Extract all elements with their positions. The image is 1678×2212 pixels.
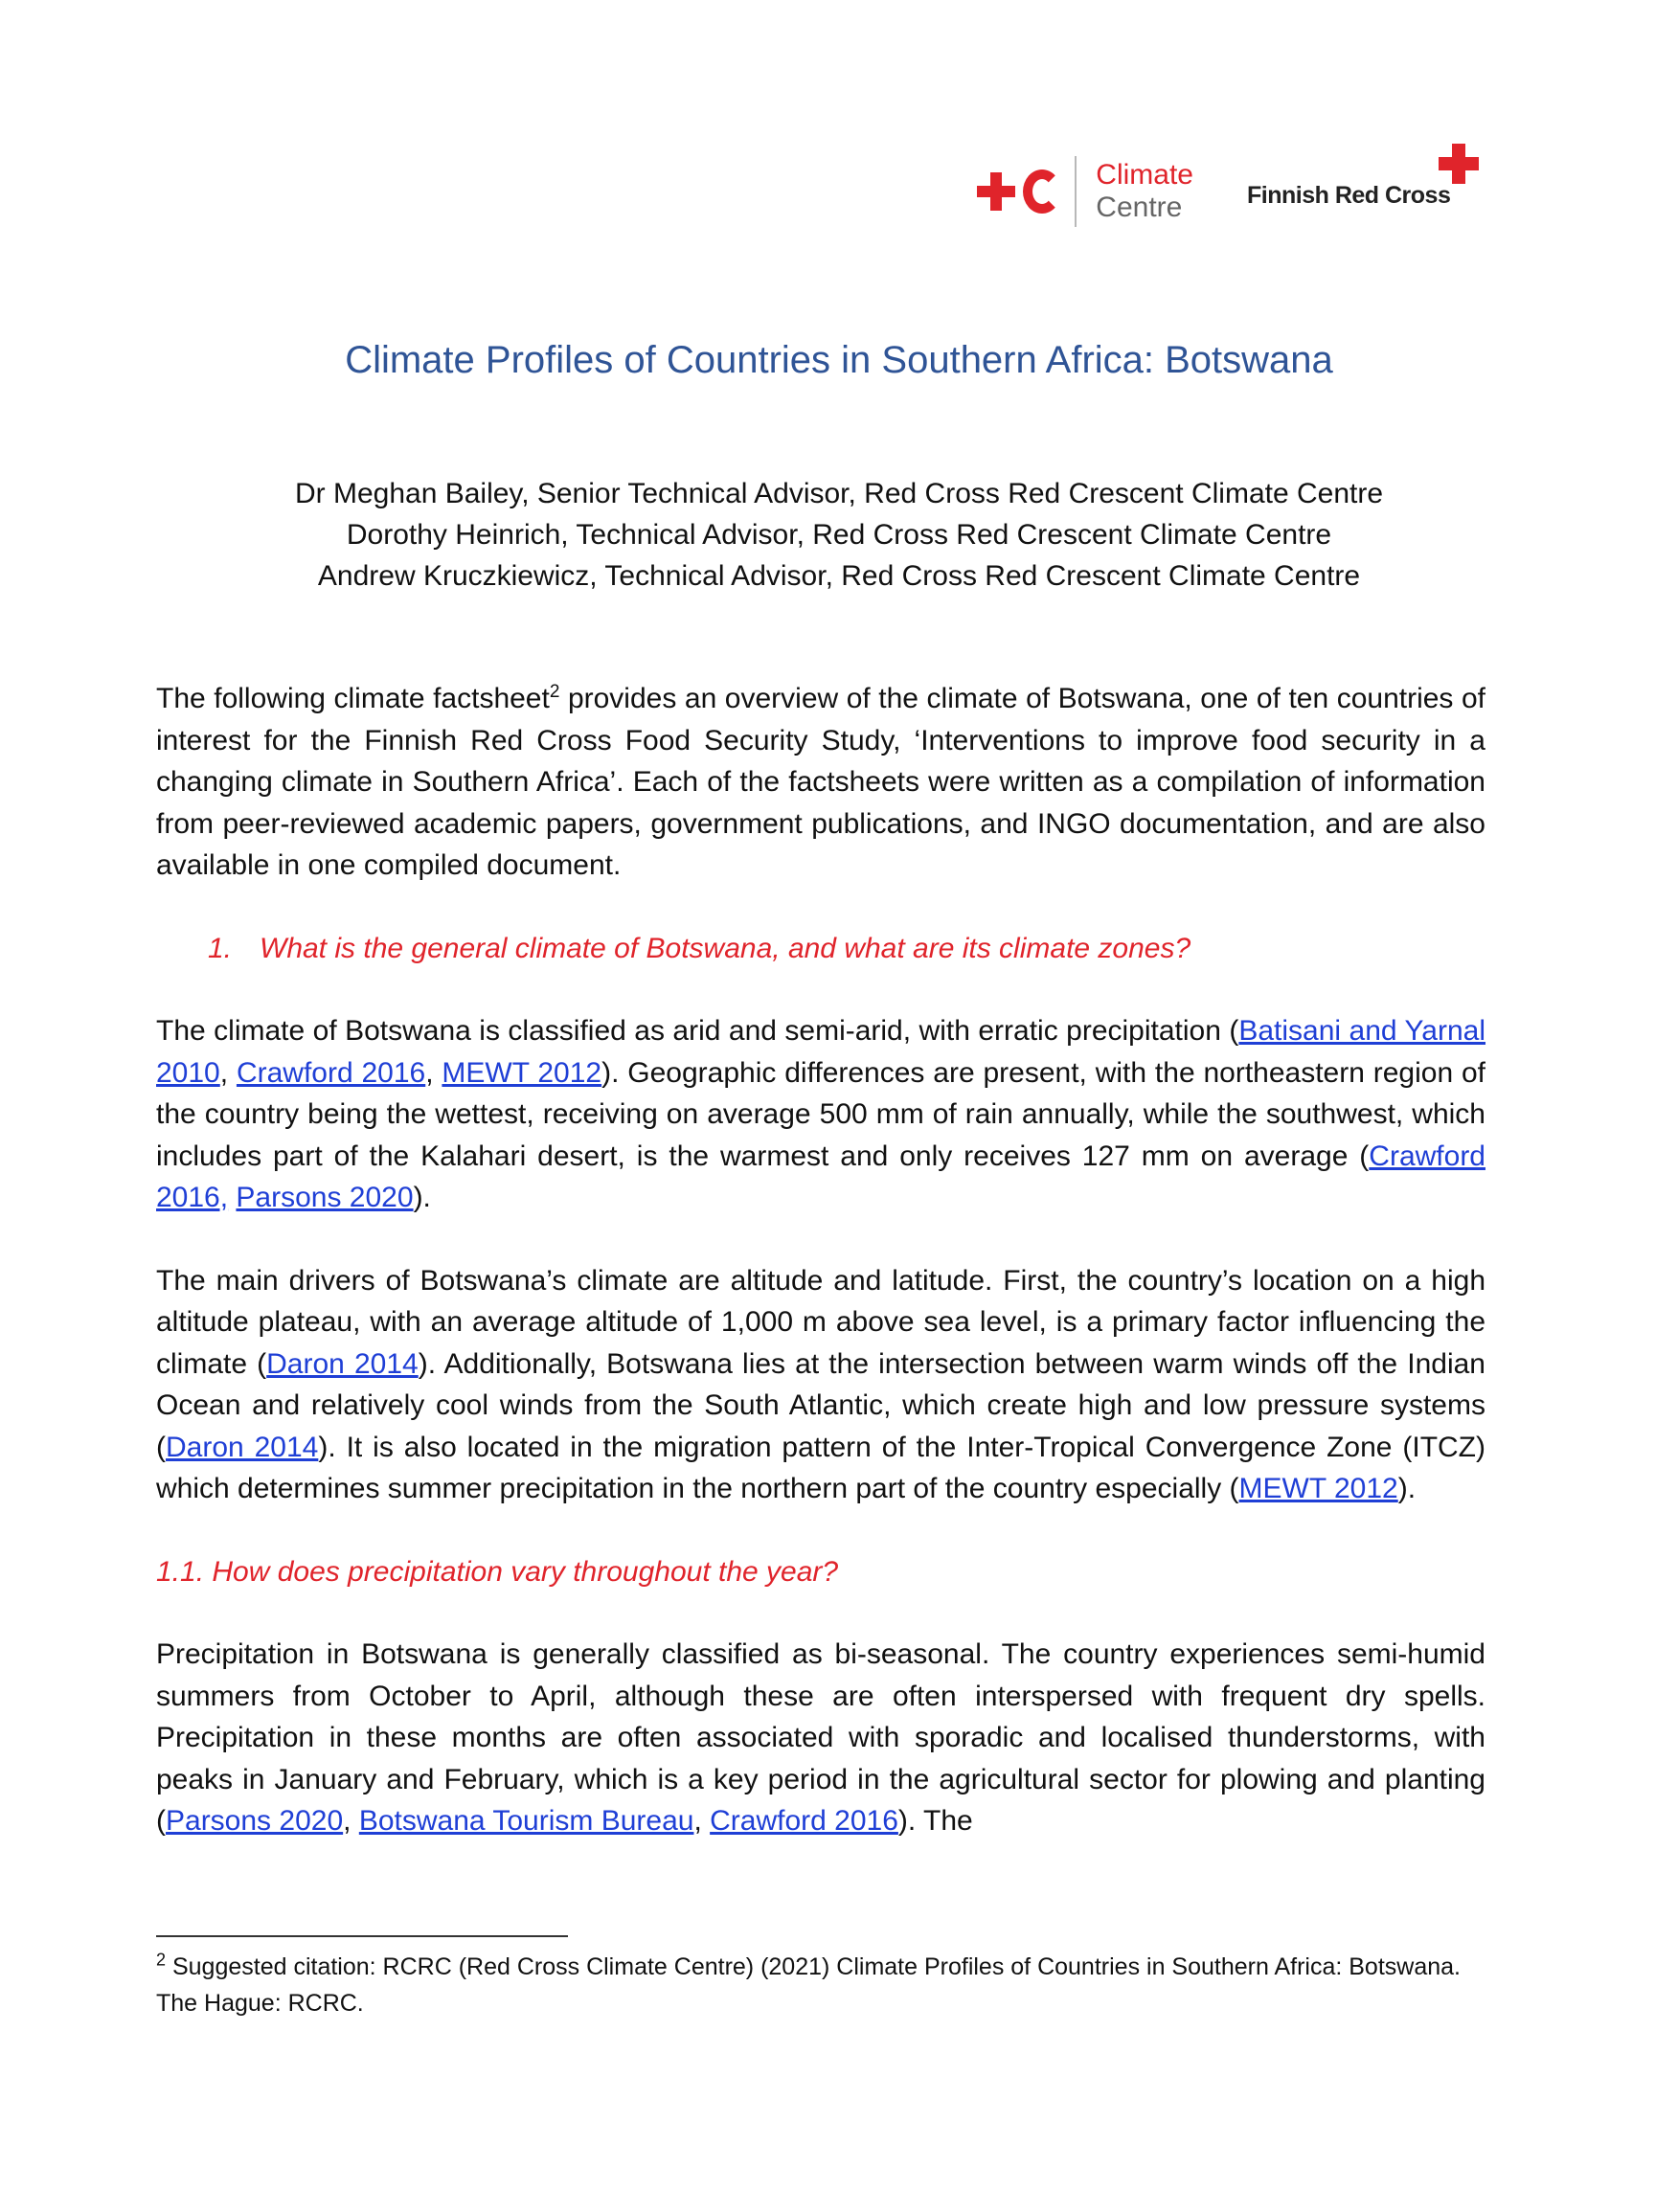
climate-centre-logo-line2: Centre	[1096, 192, 1183, 223]
footnote-text: Suggested citation: RCRC (Red Cross Climate Centre) (2021) Climate Profiles of Countries in Southern Africa: Botswana. The Hague: RCRC.	[156, 1953, 1461, 2017]
reference-link[interactable]: MEWT 2012	[442, 1056, 602, 1089]
finnish-red-cross-logo	[1247, 144, 1486, 239]
header-logos	[977, 144, 1486, 239]
logo-divider	[1075, 156, 1077, 227]
author-list	[0, 473, 1678, 597]
section-1-paragraph-2: The main drivers of Botswana’s climate are altitude and latitude. First, the country’s location on a high altitude plateau, with an average altitude of 1,000 m above sea level, is a primary factor influencing the climate (Daron 2014). Additionally, Botswana lies at the intersection between warm winds off the Indian Ocean and relatively cool winds from the South Atlantic, which create high and low pressure systems (Daron 2014). It is also located in the migration pattern of the Inter-Tropical Convergence Zone (ITCZ) which determines summer precipitation in the northern part of the country especially (MEWT 2012).	[156, 1264, 1485, 1504]
section-1-1-paragraph-1: Precipitation in Botswana is generally classified as bi-seasonal. The country experiences semi-humid summers from October to April, although these are often interspersed with frequent dry spells. Precipitation in these months are often associated with sporadic and localised thunderstorms, with peaks in January and February, which is a key period in the agricultural sector for plowing and planting (Parsons 2020, Botswana Tourism Bureau, Crawford 2016). The	[156, 1638, 1485, 1837]
climate-centre-logo-line1: Climate	[1096, 159, 1193, 191]
document-body	[156, 678, 1485, 1842]
document-title: Climate Profiles of Countries in Southern Africa: Botswana	[345, 339, 1333, 381]
red-cross-icon	[977, 172, 1015, 211]
intro-paragraph: The following climate factsheet$^2$ provides an overview of the climate of Botswana, one of ten countries of interest for the Finnish Red Cross Food Security Study, ‘Interventions to improve food security in a changing climate in Southern Africa’. Each of the factsheets were written as a compilation of information from peer-reviewed academic papers, government publications, and INGO documentation, and are also available in one compiled document.	[156, 682, 1485, 881]
reference-link[interactable]: Crawford 2016,	[156, 1140, 1485, 1213]
author-line: Dorothy Heinrich, Technical Advisor, Red Cross Red Crescent Climate Centre	[346, 519, 1332, 551]
author-line: Andrew Kruczkiewicz, Technical Advisor, Red Cross Red Crescent Climate Centre	[317, 560, 1361, 592]
reference-link[interactable]: MEWT 2012	[1238, 1473, 1398, 1504]
footnote-number: 2	[156, 1950, 167, 1970]
red-crescent-icon	[1023, 169, 1061, 214]
climate-centre-logo	[977, 156, 1193, 227]
author-line: Dr Meghan Bailey, Senior Technical Advisor, Red Cross Red Crescent Climate Centre	[294, 478, 1384, 509]
footnote-marker[interactable]: 2	[549, 682, 560, 702]
reference-link[interactable]: Crawford 2016	[236, 1056, 426, 1089]
reference-link[interactable]: Botswana Tourism Bureau	[358, 1805, 694, 1837]
section-1-paragraph-1: The climate of Botswana is classified as arid and semi-arid, with erratic precipitation (Batisani and Yarnal 2010, Crawford 2016, MEWT 2012). Geographic differences are present, with the northeastern region of the country being the wettest, receiving on average 500 mm of rain annually, while the southwest, which includes part of the Kalahari desert, is the warmest and only receives 127 mm on average (Crawford 2016, Parsons 2020).	[156, 1015, 1486, 1213]
reference-link[interactable]: Parsons 2020	[166, 1805, 344, 1837]
red-cross-icon	[1439, 144, 1479, 184]
reference-link[interactable]: Daron 2014	[166, 1431, 319, 1463]
section-1-1-heading: 1.1. How does precipitation vary throughout the year?	[156, 1555, 839, 1588]
reference-link[interactable]: Crawford 2016	[710, 1805, 898, 1837]
reference-link[interactable]: Daron 2014	[266, 1347, 419, 1380]
footnote	[156, 1949, 1485, 2021]
finnish-red-cross-logo-text: Finnish Red Cross	[1247, 182, 1451, 209]
footnote-separator	[156, 1935, 568, 1937]
reference-link[interactable]: Parsons 2020	[236, 1182, 414, 1213]
section-1-heading: 1. What is the general climate of Botswana, and what are its climate zones?	[208, 932, 1191, 964]
reference-link[interactable]: Batisani and Yarnal 2010	[156, 1015, 1486, 1089]
